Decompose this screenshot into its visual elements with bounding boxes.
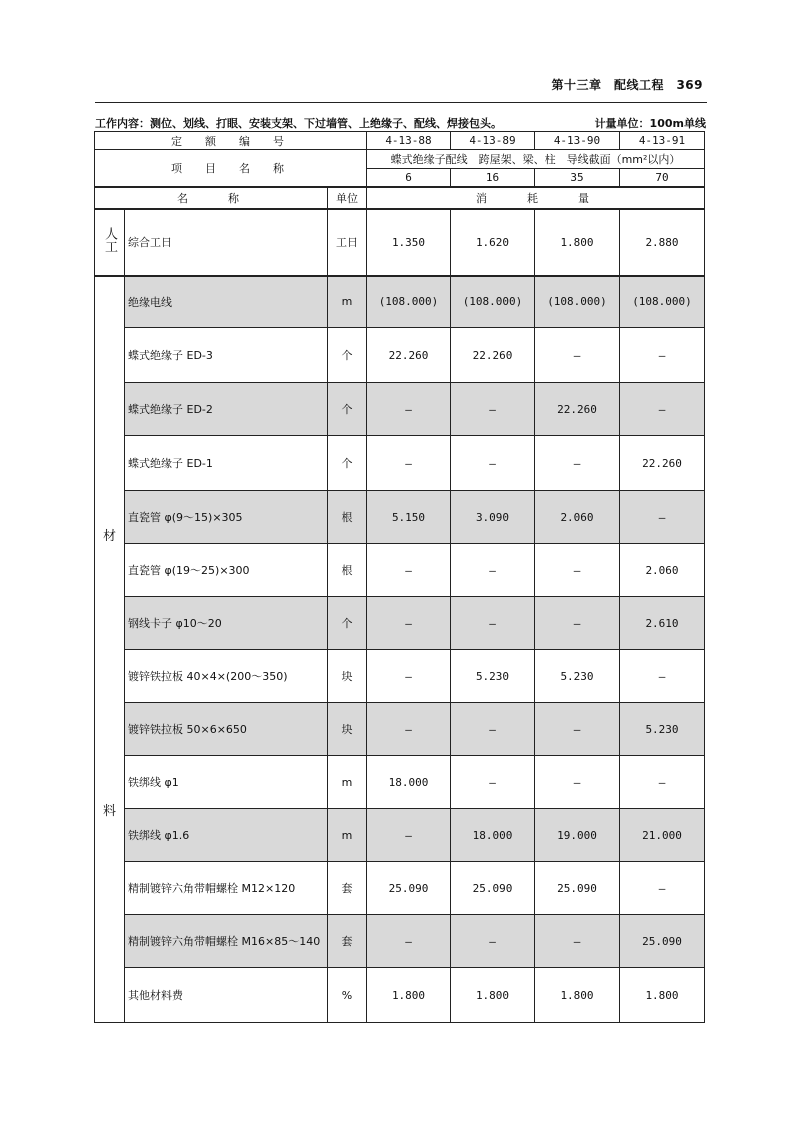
material-value: — (367, 383, 451, 436)
material-name: 绝缘电线 (125, 276, 328, 328)
work-content: 工作内容：测位、划线、打眼、安装支架、下过墙管、上绝缘子、配线、焊接包头。 (95, 117, 502, 130)
material-value: 25.090 (451, 862, 535, 915)
code-cell: 4-13-88 (367, 132, 451, 150)
material-category-bottom: 料 (102, 803, 116, 819)
material-value: — (620, 383, 705, 436)
material-value: — (620, 328, 705, 383)
material-name: 钢线卡子 φ10～20 (125, 597, 328, 650)
material-row (95, 544, 705, 597)
material-value: 5.230 (620, 703, 705, 756)
labor-value: 1.350 (367, 209, 451, 276)
material-value: 5.230 (451, 650, 535, 703)
material-unit: 个 (328, 383, 367, 436)
material-row (95, 756, 705, 809)
material-name: 铁绑线 φ1 (125, 756, 328, 809)
material-value: — (451, 544, 535, 597)
material-row (95, 328, 705, 383)
material-value: — (535, 756, 620, 809)
material-unit: 套 (328, 915, 367, 968)
material-row (95, 276, 705, 328)
col-consume-header: 消 耗 量 (367, 187, 705, 209)
material-row (95, 862, 705, 915)
material-value: — (451, 436, 535, 491)
material-value: — (535, 915, 620, 968)
material-value: — (535, 544, 620, 597)
material-unit: 套 (328, 862, 367, 915)
size-cell: 16 (451, 169, 535, 187)
material-value: — (535, 703, 620, 756)
material-value: — (620, 650, 705, 703)
material-category-top: 材 (102, 528, 116, 544)
material-value: 22.260 (620, 436, 705, 491)
material-name: 直瓷管 φ(19～25)×300 (125, 544, 328, 597)
material-value: 2.060 (535, 491, 620, 544)
material-name: 蝶式绝缘子 ED-2 (125, 383, 328, 436)
material-value: 21.000 (620, 809, 705, 862)
material-value: 1.800 (535, 968, 620, 1023)
labor-value: 1.800 (535, 209, 620, 276)
material-row (95, 597, 705, 650)
material-value: 22.260 (367, 328, 451, 383)
labor-row (95, 209, 705, 276)
material-value: — (367, 436, 451, 491)
material-value: — (451, 703, 535, 756)
material-value: 18.000 (451, 809, 535, 862)
material-value: — (535, 597, 620, 650)
material-value: — (535, 436, 620, 491)
material-name: 镀锌铁拉板 50×6×650 (125, 703, 328, 756)
material-name: 蝶式绝缘子 ED-1 (125, 436, 328, 491)
material-value: (108.000) (620, 276, 705, 328)
material-unit: 根 (328, 544, 367, 597)
material-value: 1.800 (451, 968, 535, 1023)
material-value: — (367, 915, 451, 968)
code-label: 定 额 编 号 (95, 132, 367, 150)
material-value: — (620, 862, 705, 915)
material-value: (108.000) (451, 276, 535, 328)
material-value: 22.260 (535, 383, 620, 436)
labor-unit: 工日 (328, 209, 367, 276)
page-header (95, 70, 707, 103)
material-value: — (451, 383, 535, 436)
code-cell: 4-13-90 (535, 132, 620, 150)
item-desc-row (95, 150, 705, 169)
material-row (95, 703, 705, 756)
material-row (95, 491, 705, 544)
material-unit: 个 (328, 597, 367, 650)
labor-value: 1.620 (451, 209, 535, 276)
material-row (95, 915, 705, 968)
material-value: 5.150 (367, 491, 451, 544)
material-name: 直瓷管 φ(9～15)×305 (125, 491, 328, 544)
material-value: — (451, 756, 535, 809)
material-value: (108.000) (535, 276, 620, 328)
material-unit: 个 (328, 436, 367, 491)
material-value: 1.800 (367, 968, 451, 1023)
material-value: — (367, 650, 451, 703)
code-cell: 4-13-89 (451, 132, 535, 150)
item-label: 项 目 名 称 (95, 150, 367, 187)
material-row (95, 968, 705, 1023)
material-unit: 个 (328, 328, 367, 383)
size-cell: 70 (620, 169, 705, 187)
material-name: 蝶式绝缘子 ED-3 (125, 328, 328, 383)
code-cell: 4-13-91 (620, 132, 705, 150)
material-unit: 根 (328, 491, 367, 544)
material-row (95, 436, 705, 491)
material-name: 铁绑线 φ1.6 (125, 809, 328, 862)
labor-name: 综合工日 (125, 209, 328, 276)
material-unit: m (328, 756, 367, 809)
labor-value: 2.880 (620, 209, 705, 276)
material-value: 2.060 (620, 544, 705, 597)
material-unit: % (328, 968, 367, 1023)
material-unit: m (328, 809, 367, 862)
material-value: 25.090 (367, 862, 451, 915)
material-value: — (620, 756, 705, 809)
material-row (95, 809, 705, 862)
column-header-row (95, 187, 705, 209)
material-value: — (620, 491, 705, 544)
material-value: — (367, 544, 451, 597)
col-name-header: 名 称 (95, 187, 328, 209)
material-value: — (367, 597, 451, 650)
material-category (95, 276, 125, 1023)
material-value: 19.000 (535, 809, 620, 862)
quota-table (94, 131, 705, 1023)
material-value: 3.090 (451, 491, 535, 544)
item-description: 蝶式绝缘子配线 跨屋架、梁、柱 导线截面（mm²以内） (367, 150, 705, 169)
material-row (95, 650, 705, 703)
labor-category: 人工 (95, 209, 125, 276)
material-value: — (451, 915, 535, 968)
material-value: — (367, 809, 451, 862)
col-unit-header: 单位 (328, 187, 367, 209)
size-cell: 6 (367, 169, 451, 187)
material-value: 25.090 (620, 915, 705, 968)
material-value: — (451, 597, 535, 650)
material-value: (108.000) (367, 276, 451, 328)
chapter-title: 第十三章 配线工程 369 (551, 78, 703, 92)
material-unit: m (328, 276, 367, 328)
material-value: — (535, 328, 620, 383)
measure-unit: 计量单位：100m单线 (594, 117, 706, 130)
size-cell: 35 (535, 169, 620, 187)
material-value: 25.090 (535, 862, 620, 915)
code-row (95, 132, 705, 150)
material-value: 2.610 (620, 597, 705, 650)
material-unit: 块 (328, 703, 367, 756)
material-name: 其他材料费 (125, 968, 328, 1023)
material-unit: 块 (328, 650, 367, 703)
material-value: 18.000 (367, 756, 451, 809)
material-name: 镀锌铁拉板 40×4×(200～350) (125, 650, 328, 703)
material-value: 22.260 (451, 328, 535, 383)
material-value: 1.800 (620, 968, 705, 1023)
material-row (95, 383, 705, 436)
material-value: 5.230 (535, 650, 620, 703)
material-name: 精制镀锌六角带帽螺栓 M16×85～140 (125, 915, 328, 968)
material-value: — (367, 703, 451, 756)
material-name: 精制镀锌六角带帽螺栓 M12×120 (125, 862, 328, 915)
